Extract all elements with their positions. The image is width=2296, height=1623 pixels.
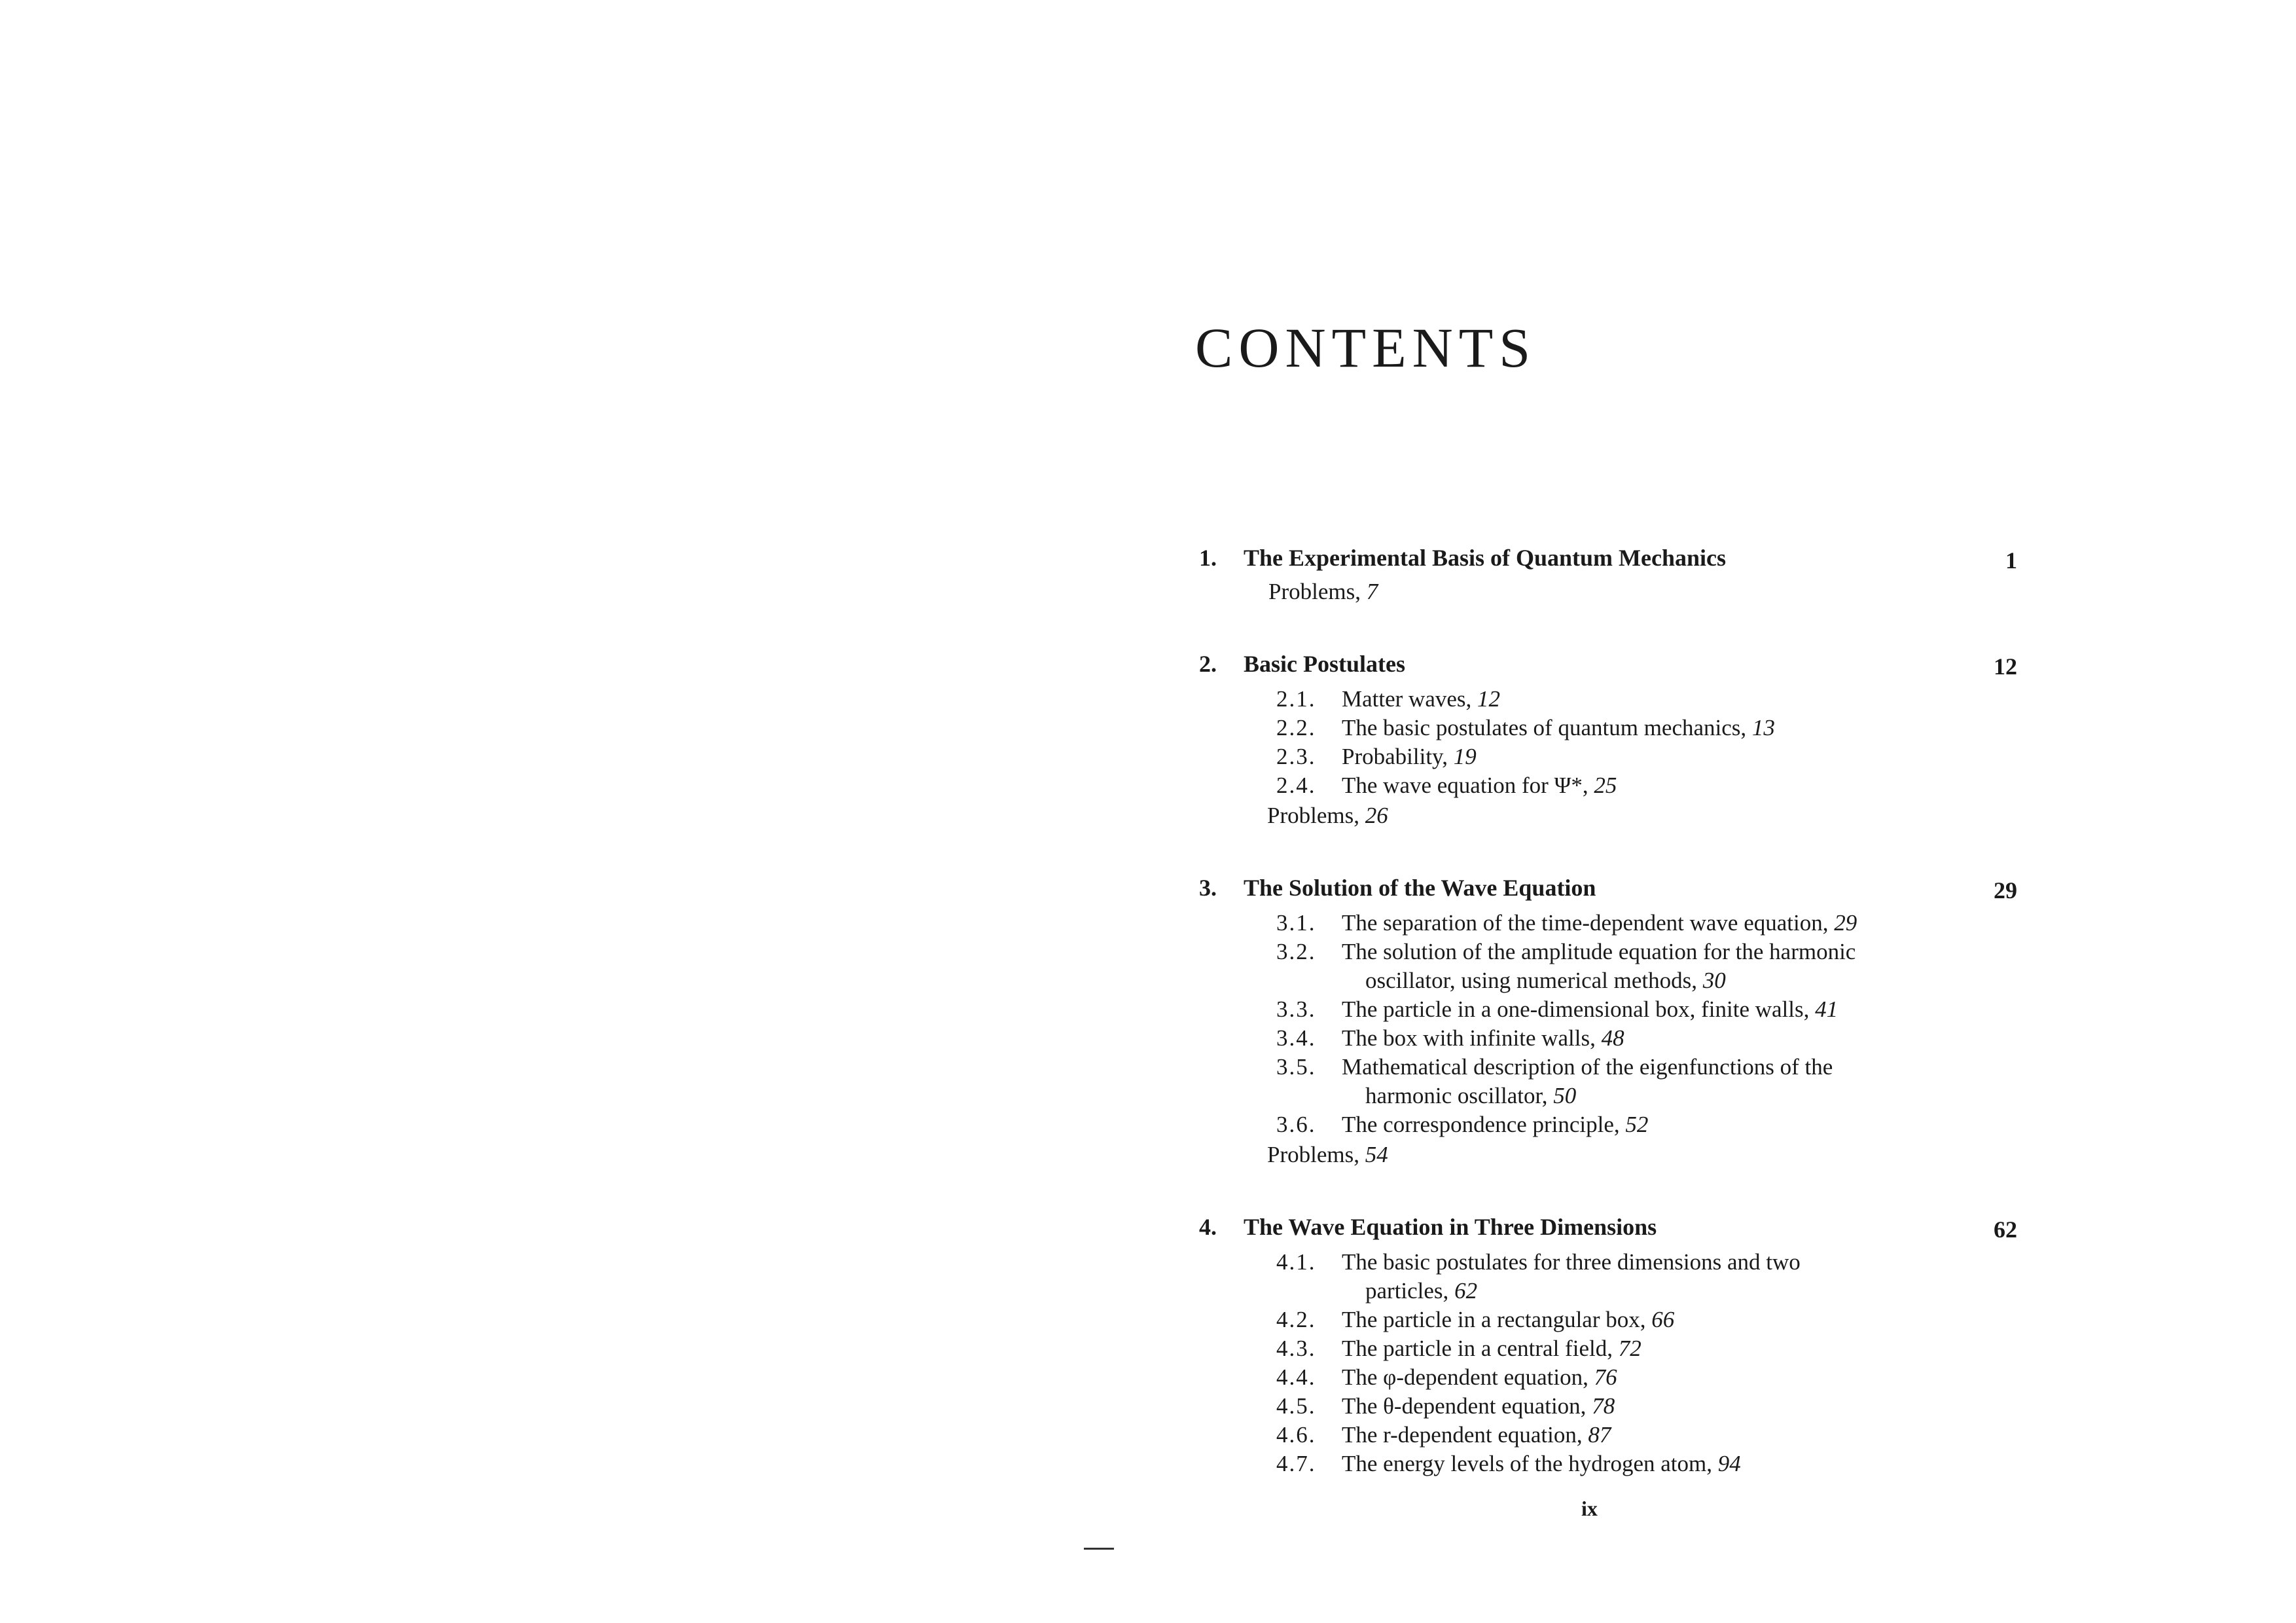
chapter-title: The Solution of the Wave Equation bbox=[1244, 875, 1596, 901]
chapter-heading bbox=[1199, 543, 2017, 572]
chapter-heading bbox=[1199, 1213, 2017, 1241]
section-number: 2.2. bbox=[1276, 715, 1316, 740]
section-page-number: 29 bbox=[1834, 910, 1857, 936]
section-line bbox=[1342, 714, 1996, 742]
chapter-title: Basic Postulates bbox=[1244, 651, 1405, 677]
section-page-number: 25 bbox=[1594, 773, 1617, 798]
section-number: 4.2. bbox=[1276, 1307, 1316, 1332]
problems-label: Problems, bbox=[1267, 1142, 1359, 1167]
section-line bbox=[1342, 771, 1996, 800]
toc-section bbox=[1199, 685, 1996, 714]
toc-section bbox=[1199, 1450, 1996, 1478]
section-line bbox=[1342, 1450, 1996, 1478]
toc-section bbox=[1199, 742, 1996, 771]
section-continuation-text: oscillator, using numerical methods, bbox=[1365, 968, 1697, 993]
section-page-number: 78 bbox=[1592, 1393, 1615, 1419]
toc-section bbox=[1199, 1334, 1996, 1363]
problems-entry bbox=[1199, 1140, 2017, 1169]
section-page-number: 62 bbox=[1454, 1278, 1478, 1304]
section-page-number: 19 bbox=[1453, 744, 1477, 769]
section-number: 2.1. bbox=[1276, 686, 1316, 712]
toc-section bbox=[1199, 1305, 1996, 1334]
section-title-continuation bbox=[1342, 1277, 1996, 1305]
section-number: 3.2. bbox=[1276, 939, 1316, 964]
section-list bbox=[1199, 685, 2017, 800]
section-page-number: 12 bbox=[1477, 686, 1501, 712]
chapter-number: 3. bbox=[1199, 875, 1217, 901]
toc-section bbox=[1199, 1110, 1996, 1139]
section-number: 3.6. bbox=[1276, 1112, 1316, 1137]
toc-section bbox=[1199, 909, 1996, 938]
chapter-title: The Wave Equation in Three Dimensions bbox=[1244, 1214, 1657, 1240]
section-number: 3.5. bbox=[1276, 1054, 1316, 1080]
section-title: The box with infinite walls, bbox=[1342, 1025, 1596, 1051]
section-title: The θ-dependent equation, bbox=[1342, 1393, 1587, 1419]
section-page-number: 94 bbox=[1717, 1451, 1741, 1476]
section-list bbox=[1199, 1248, 2017, 1478]
section-line bbox=[1342, 1024, 1996, 1053]
toc-section bbox=[1199, 938, 1996, 995]
section-title: The r-dependent equation, bbox=[1342, 1422, 1583, 1448]
chapter-heading bbox=[1199, 873, 2017, 902]
toc-section bbox=[1199, 995, 1996, 1024]
section-number: 4.4. bbox=[1276, 1364, 1316, 1390]
section-number: 4.1. bbox=[1276, 1249, 1316, 1275]
section-title-continuation bbox=[1342, 966, 1996, 995]
section-number: 3.4. bbox=[1276, 1025, 1316, 1051]
section-title: The wave equation for Ψ*, bbox=[1342, 773, 1588, 798]
chapter-number: 1. bbox=[1199, 545, 1217, 571]
problems-page-number: 7 bbox=[1366, 579, 1378, 604]
section-line bbox=[1342, 742, 1996, 771]
section-title: The separation of the time-dependent wave equation, bbox=[1342, 910, 1829, 936]
section-line bbox=[1342, 685, 1996, 714]
toc-section bbox=[1199, 1053, 1996, 1110]
section-title: The particle in a one-dimensional box, finite walls, bbox=[1342, 996, 1810, 1022]
chapter-page-number: 12 bbox=[1994, 653, 2017, 680]
section-page-number: 66 bbox=[1651, 1307, 1675, 1332]
section-line bbox=[1342, 1334, 1996, 1363]
section-number: 4.7. bbox=[1276, 1451, 1316, 1476]
section-page-number: 72 bbox=[1618, 1336, 1641, 1361]
section-line bbox=[1342, 909, 1996, 938]
chapter-number: 2. bbox=[1199, 651, 1217, 677]
section-page-number: 13 bbox=[1751, 715, 1775, 740]
problems-page-number: 26 bbox=[1365, 803, 1388, 828]
section-number: 3.3. bbox=[1276, 996, 1316, 1022]
section-page-number: 50 bbox=[1553, 1083, 1577, 1108]
section-continuation-text: particles, bbox=[1365, 1278, 1449, 1304]
problems-entry bbox=[1199, 801, 2017, 830]
section-line bbox=[1342, 1305, 1996, 1334]
toc-section bbox=[1199, 1024, 1996, 1053]
toc-section bbox=[1199, 714, 1996, 742]
chapter-page-number: 29 bbox=[1994, 877, 2017, 903]
section-number: 4.6. bbox=[1276, 1422, 1316, 1448]
toc-section bbox=[1199, 1421, 1996, 1450]
chapter-page-number: 1 bbox=[2005, 547, 2017, 574]
problems-page-number: 54 bbox=[1365, 1142, 1388, 1167]
section-title: Mathematical description of the eigenfunctions of the bbox=[1342, 1054, 1833, 1080]
section-number: 2.4. bbox=[1276, 773, 1316, 798]
section-page-number: 41 bbox=[1815, 996, 1839, 1022]
section-continuation-text: harmonic oscillator, bbox=[1365, 1083, 1548, 1108]
margin-rule bbox=[1084, 1548, 1114, 1550]
section-line bbox=[1342, 1363, 1996, 1392]
table-of-contents bbox=[1199, 543, 2017, 1522]
section-number: 2.3. bbox=[1276, 744, 1316, 769]
toc-chapter bbox=[1199, 873, 2017, 1169]
section-title: The particle in a rectangular box, bbox=[1342, 1307, 1646, 1332]
section-title-continuation bbox=[1342, 1082, 1996, 1110]
toc-section bbox=[1199, 1248, 1996, 1305]
section-title: The basic postulates of quantum mechanics, bbox=[1342, 715, 1747, 740]
section-page-number: 76 bbox=[1594, 1364, 1617, 1390]
chapter-number: 4. bbox=[1199, 1214, 1217, 1240]
toc-chapter bbox=[1199, 1213, 2017, 1478]
section-line bbox=[1342, 1421, 1996, 1450]
toc-section bbox=[1199, 1392, 1996, 1421]
toc-section bbox=[1199, 1363, 1996, 1392]
section-page-number: 52 bbox=[1625, 1112, 1649, 1137]
chapter-title: The Experimental Basis of Quantum Mechanics bbox=[1244, 545, 1727, 571]
section-title: The solution of the amplitude equation for the harmonic bbox=[1342, 939, 1856, 964]
chapter-page-number: 62 bbox=[1994, 1216, 2017, 1243]
problems-label: Problems, bbox=[1267, 803, 1359, 828]
toc-chapter bbox=[1199, 649, 2017, 830]
section-title: The energy levels of the hydrogen atom, bbox=[1342, 1451, 1712, 1476]
toc-chapter bbox=[1199, 543, 2017, 606]
problems-entry bbox=[1199, 577, 2017, 606]
section-number: 4.3. bbox=[1276, 1336, 1316, 1361]
section-title: The particle in a central field, bbox=[1342, 1336, 1613, 1361]
section-title: The correspondence principle, bbox=[1342, 1112, 1620, 1137]
section-page-number: 48 bbox=[1601, 1025, 1624, 1051]
section-title: Probability, bbox=[1342, 744, 1448, 769]
section-line bbox=[1342, 1110, 1996, 1139]
section-title: Matter waves, bbox=[1342, 686, 1472, 712]
section-page-number: 87 bbox=[1588, 1422, 1611, 1448]
page-folio: ix bbox=[1581, 1497, 1598, 1520]
section-line bbox=[1342, 995, 1996, 1024]
toc-section bbox=[1199, 771, 1996, 800]
section-number: 4.5. bbox=[1276, 1393, 1316, 1419]
section-page-number: 30 bbox=[1702, 968, 1726, 993]
page-title: CONTENTS bbox=[1195, 316, 1537, 379]
section-number: 3.1. bbox=[1276, 910, 1316, 936]
section-title: The basic postulates for three dimensions and two bbox=[1342, 1249, 1801, 1275]
chapter-heading bbox=[1199, 649, 2017, 678]
problems-label: Problems, bbox=[1268, 579, 1361, 604]
section-list bbox=[1199, 909, 2017, 1139]
section-title: The φ-dependent equation, bbox=[1342, 1364, 1588, 1390]
section-line bbox=[1342, 1392, 1996, 1421]
